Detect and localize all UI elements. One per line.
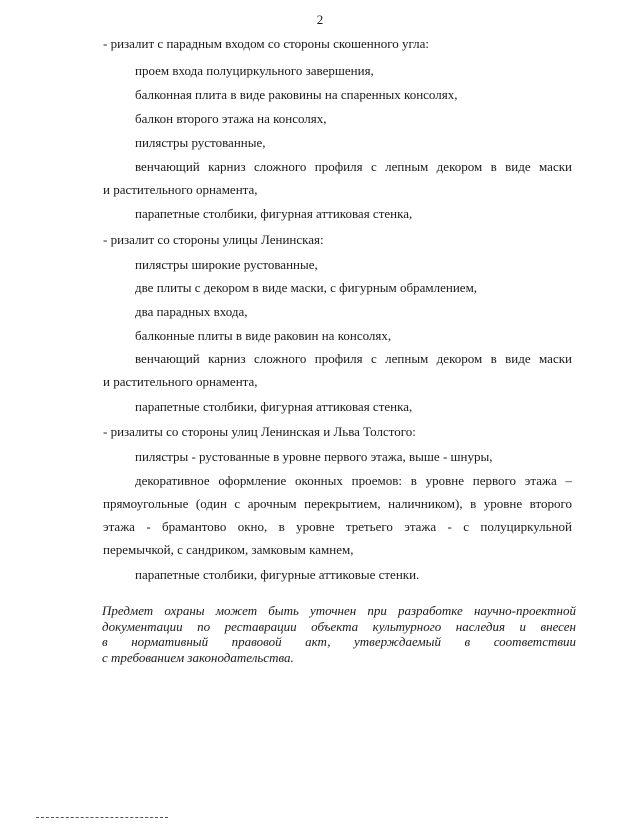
protection-note: [102, 603, 576, 665]
list-item: балконные плиты в виде раковин на консолях,: [135, 328, 392, 343]
list-item: парапетные столбики, фигурная аттиковая стенка,: [135, 399, 413, 414]
section-heading-tolstogo: - ризалиты со стороны улиц Ленинская и Льва Толстого:: [103, 424, 416, 439]
note-line: Предмет охраны может быть уточнен при разработке научно-проектной: [102, 603, 576, 618]
list-item-continuation: прямоугольные (один с арочным перекрытием, наличником), в уровне второго: [103, 496, 572, 511]
list-item: два парадных входа,: [135, 304, 248, 319]
list-item: проем входа полуциркульного завершения,: [135, 63, 374, 78]
list-item: балконная плита в виде раковины на спаренных консолях,: [135, 87, 458, 102]
section-heading-corner: - ризалит с парадным входом со стороны скошенного угла:: [103, 36, 430, 51]
list-item: декоративное оформление оконных проемов: в уровне первого этажа –: [135, 473, 572, 488]
list-item-continuation: и растительного орнамента,: [103, 374, 258, 389]
list-item-continuation: перемычкой, с сандриком, замковым камнем,: [103, 542, 354, 557]
list-item-continuation: этажа - брамантово окно, в уровне третьего этажа - с полуциркульной: [103, 519, 572, 534]
footer-rule: [36, 817, 168, 818]
list-item-continuation: и растительного орнамента,: [103, 182, 258, 197]
list-item: парапетные столбики, фигурная аттиковая стенка,: [135, 206, 413, 221]
note-line: в нормативный правовой акт, утверждаемый в соответствии: [102, 634, 576, 649]
list-item: две плиты с декором в виде маски, с фигурным обрамлением,: [135, 280, 478, 295]
section-heading-leninskaya: - ризалит со стороны улицы Ленинская:: [103, 232, 324, 247]
list-item: венчающий карниз сложного профиля с лепным декором в виде маски: [135, 351, 572, 366]
note-line: документации по реставрации объекта культурного наследия и внесен: [102, 618, 576, 634]
list-item: пилястры широкие рустованные,: [135, 257, 318, 272]
note-line: с требованием законодательства.: [102, 649, 294, 665]
list-item: пилястры рустованные,: [135, 135, 266, 150]
list-item: парапетные столбики, фигурные аттиковые стенки.: [135, 567, 420, 582]
list-item: венчающий карниз сложного профиля с лепным декором в виде маски: [135, 159, 572, 174]
list-item: пилястры - рустованные в уровне первого этажа, выше - шнуры,: [135, 449, 493, 464]
list-item: балкон второго этажа на консолях,: [135, 111, 327, 126]
page-number: 2: [316, 12, 324, 27]
